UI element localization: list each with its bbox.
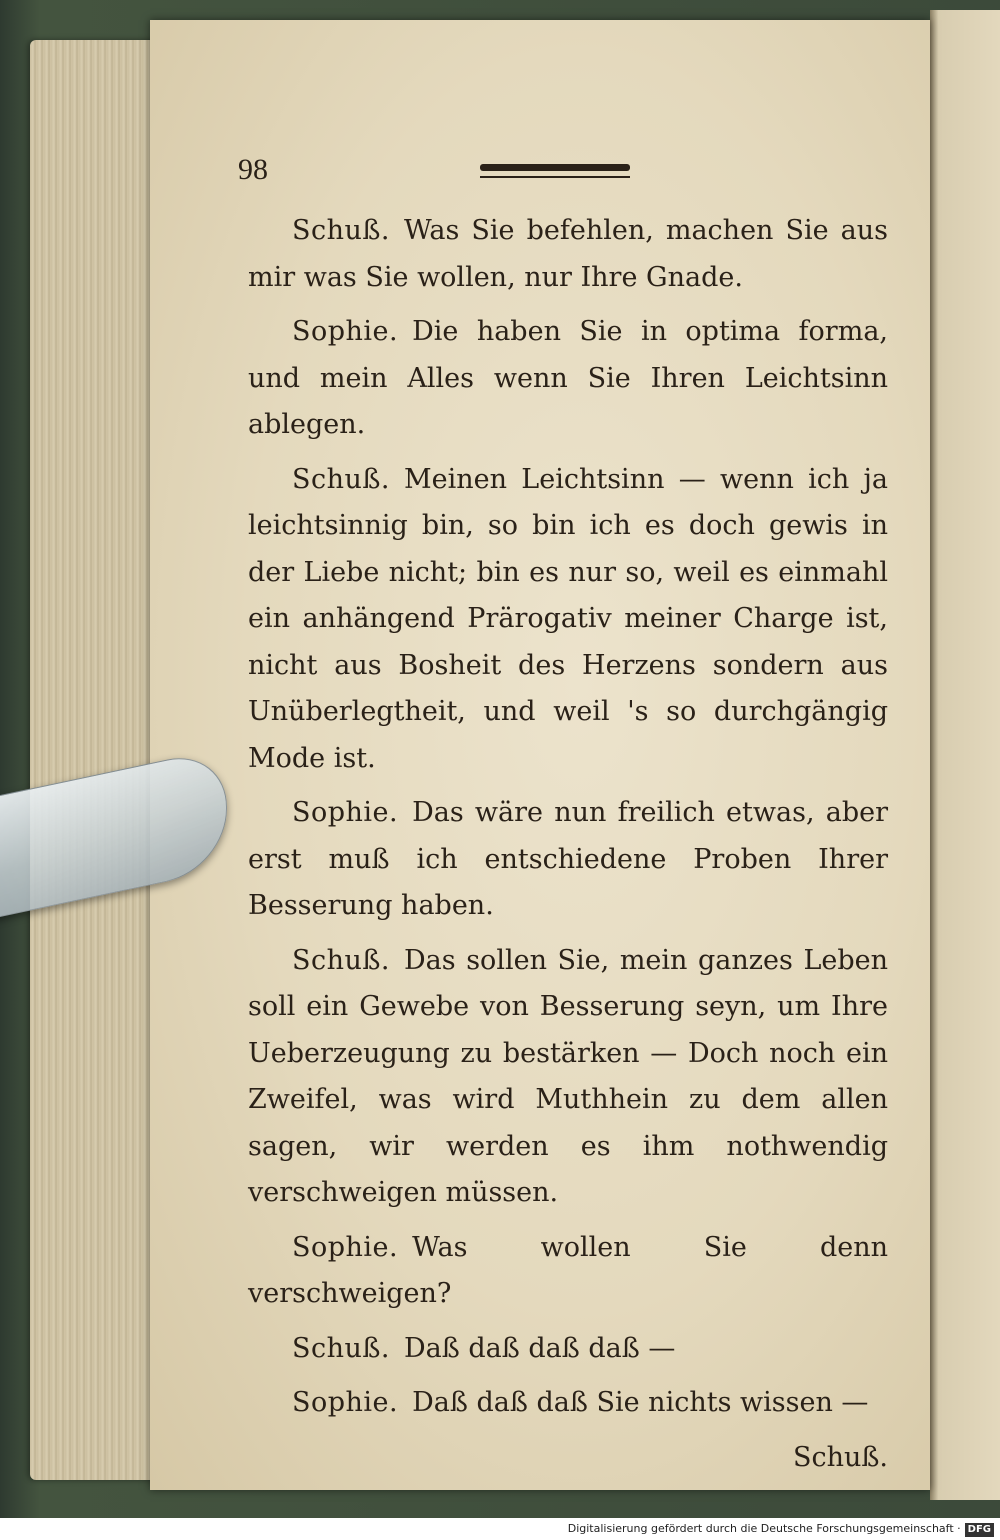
speaker-name: Schuß. [292,463,391,495]
dialogue-paragraph [248,1225,888,1318]
header-rule [480,164,630,171]
dialogue-paragraph [248,938,888,1217]
speaker-name: Schuß. [292,215,391,246]
book-page-edges [30,40,170,1480]
dialogue-text: Meinen Leichtsinn — wenn ich ja leichtsinnig bin, so bin ich es doch gewis in der Liebe nicht; bin es nur so, weil es einmahl ein anhängend Prärogativ meiner Charge ist, nicht aus Bosheit des Herzens sondern aus Unüberlegtheit, und weil 's so durchgängig Mode ist. [248,463,888,774]
dialogue-text: Die haben Sie in optima forma, und mein Alles wenn Sie Ihren Leichtsinn ablegen. [248,316,888,440]
page-header [238,150,888,208]
page-number: 98 [238,153,268,186]
dialogue-text: Das wäre nun freilich etwas, aber erst muß ich entschiedene Proben Ihrer Besserung haben. [248,797,888,921]
dialogue-paragraph [248,1326,888,1373]
speaker-name: Sophie. [292,797,399,828]
speaker-name: Sophie. [292,1231,399,1263]
footer-credit [0,1518,1000,1540]
dialogue-text: Das sollen Sie, mein ganzes Leben soll ein Gewebe von Besserung seyn, um Ihre Ueberzeugung zu bestärken — Doch noch ein Zweifel, was wird Muthhein zu dem allen sagen, wir werden es ihm nothwendig verschweigen müssen. [248,944,888,1208]
footer-text: Digitalisierung gefördert durch die Deutsche Forschungsgemeinschaft · [567,1522,961,1535]
dfg-logo: DFG [965,1523,994,1537]
speaker-name: Schuß. [292,1332,391,1364]
page-text [238,150,888,1481]
dialogue-paragraph [248,790,888,930]
catchword: Schuß. [792,1441,888,1473]
dialogue-paragraph [248,1380,888,1427]
speaker-name: Sophie. [292,316,399,347]
dialogue-text: Daß daß daß Sie nichts wissen — [412,1387,869,1418]
dialogue-paragraph [248,208,888,301]
dialogue-paragraph [248,457,888,783]
dialogue-paragraph [248,309,888,449]
dialogue-text: Was wollen Sie denn verschweigen? [248,1231,888,1309]
facing-page-edge [930,10,1000,1500]
dialogue-text: Daß daß daß daß — [404,1332,676,1364]
dialogue-text: Was Sie befehlen, machen Sie aus mir was Sie wollen, nur Ihre Gnade. [248,215,888,293]
speaker-name: Sophie. [292,1387,399,1418]
speaker-name: Schuß. [292,944,391,976]
